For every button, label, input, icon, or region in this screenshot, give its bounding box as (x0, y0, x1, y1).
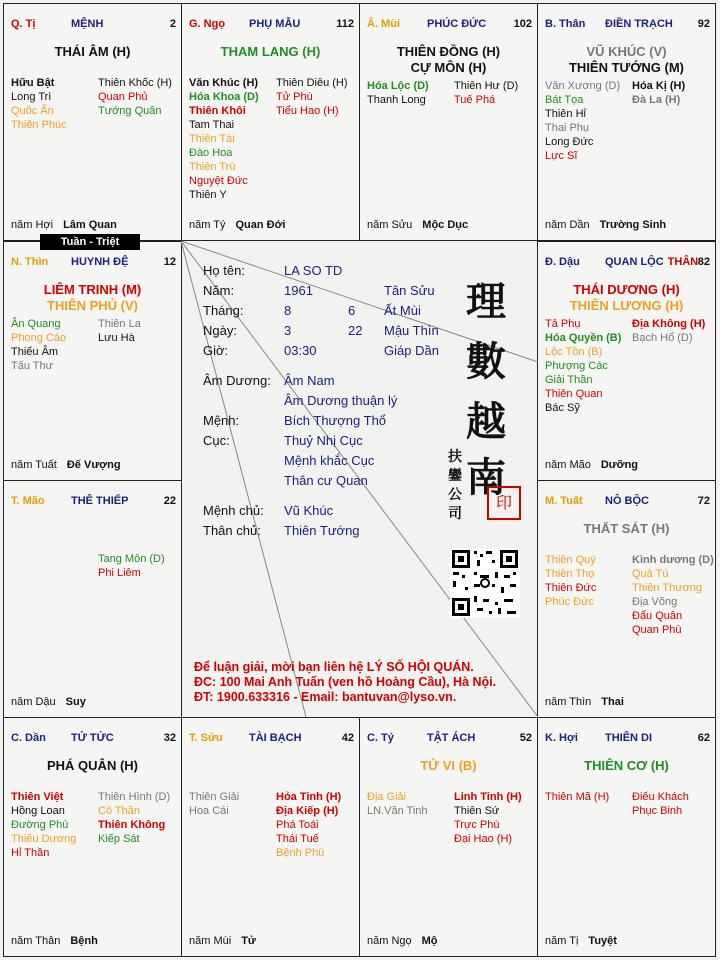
palace-header (367, 18, 532, 30)
minor-stars-left (11, 317, 66, 373)
palace-footer (545, 459, 638, 471)
minor-star: Tướng Quân (98, 105, 162, 117)
palace-year: năm Mão (545, 459, 591, 471)
minor-star: Phúc Đức (545, 596, 594, 608)
minor-star: Phi Liêm (98, 567, 141, 579)
minor-star: Thai Phụ (545, 122, 590, 134)
palace-name: PHÚC ĐỨC (427, 18, 487, 30)
palace-age: 12 (163, 256, 176, 268)
menh-chu-label: Mệnh chủ: (203, 503, 264, 518)
hour-label: Giờ: (203, 343, 229, 358)
minor-star: Hóa Kị (H) (632, 80, 686, 92)
cuc-value3: Thân cư Quan (284, 473, 368, 488)
palace-name: THIÊN DI (605, 732, 653, 744)
palace-age: 102 (513, 18, 532, 30)
minor-star: Hoa Cái (189, 805, 229, 817)
main-star: THIÊN LƯƠNG (H) (569, 298, 684, 313)
palace-footer (11, 219, 117, 231)
month-solar: 8 (284, 303, 292, 318)
palace-stage: Tử (241, 935, 256, 947)
palace-header (367, 732, 532, 744)
minor-stars-right (632, 317, 705, 345)
cuc-value: Thuỷ Nhị Cục (284, 433, 363, 448)
name-label: Họ tên: (203, 263, 245, 278)
palace-age: 82 (697, 256, 710, 268)
palace-footer (545, 935, 617, 947)
minor-stars-right (632, 553, 714, 637)
minor-star: Văn Khúc (H) (189, 77, 259, 89)
minor-star: Bạch Hổ (D) (632, 332, 693, 344)
palace-thin[interactable] (3, 241, 182, 481)
minor-star: Địa Kiếp (H) (276, 805, 339, 817)
minor-stars-left (545, 317, 621, 415)
minor-star: Giải Thần (545, 374, 593, 386)
contact-line-2: ĐC: 100 Mai Anh Tuấn (ven hồ Hoàng Cầu), Hà Nội. (194, 675, 497, 689)
main-star: VŨ KHÚC (V) (586, 44, 667, 59)
amduong-label: Âm Dương: (203, 373, 271, 388)
palace-than[interactable] (537, 3, 716, 241)
palace-age: 112 (336, 18, 354, 30)
cuc-value2: Mệnh khắc Cục (284, 453, 375, 468)
minor-star: Thiên Mã (H) (545, 791, 610, 803)
minor-star: Thiên Trù (189, 161, 236, 173)
main-star: THIÊN PHỦ (V) (47, 298, 138, 313)
palace-header (189, 732, 354, 744)
minor-star: Thiên Không (98, 819, 166, 831)
minor-star: Địa Võng (632, 596, 678, 608)
minor-stars-right (276, 76, 348, 118)
tuan-triet-label: Tuần - Triệt (40, 234, 140, 250)
palace-suu[interactable] (181, 717, 360, 957)
calligraphy-char-2: 數 (466, 338, 506, 385)
minor-star: Thiên Khốc (H) (98, 77, 172, 89)
palace-age: 62 (697, 732, 710, 744)
palace-year: năm Sửu (367, 219, 413, 231)
palace-header (545, 495, 710, 507)
palace-mui[interactable] (359, 3, 538, 241)
palace-age: 72 (697, 495, 710, 507)
cuc-label: Cục: (203, 433, 230, 448)
day-solar: 3 (284, 323, 292, 338)
minor-star: Thiên Quan (545, 388, 603, 400)
palace-canchi: M. Tuất (545, 495, 583, 507)
minor-star: Bác Sỹ (545, 402, 580, 414)
minor-star: Kình dương (D) (632, 554, 714, 566)
year-label: Năm: (203, 283, 235, 298)
minor-stars-right (98, 790, 170, 846)
palace-stage: Mộ (421, 935, 438, 947)
minor-star: Phượng Các (545, 360, 608, 372)
palace-footer (545, 219, 666, 231)
minor-star: Hỉ Thần (11, 847, 50, 859)
palace-name: PHỤ MẪU (249, 18, 301, 30)
than-chu-label: Thân chủ: (203, 523, 261, 538)
main-star: THIÊN TƯỚNG (M) (568, 60, 685, 75)
main-star: LIÊM TRINH (M) (43, 282, 142, 297)
than-marker: THÂN (667, 256, 699, 268)
palace-header (189, 18, 354, 30)
minor-star: Thiên Khôi (189, 105, 246, 117)
palace-name: QUAN LỘC THÂN (605, 256, 699, 268)
palace-canchi: B. Thân (545, 18, 586, 30)
palace-name: HUYNH ĐỆ (71, 256, 129, 268)
year-canchi: Tân Sửu (384, 283, 435, 298)
minor-star: Thiên Hỉ (545, 108, 586, 120)
hour-value: 03:30 (284, 343, 317, 358)
palace-stage: Đế Vượng (66, 459, 121, 471)
minor-stars-right (454, 790, 522, 846)
palace-name: MỆNH (71, 18, 104, 30)
palace-year: năm Hợi (11, 219, 54, 231)
minor-star: Quan Phù (632, 624, 682, 636)
minor-star: Thiên Hình (D) (98, 791, 171, 803)
minor-star: Tam Thai (189, 119, 235, 131)
minor-star: Lực Sĩ (545, 150, 578, 162)
minor-star: Tang Môn (D) (98, 553, 165, 565)
red-seal: 印 (487, 486, 521, 520)
palace-stage: Suy (65, 696, 86, 708)
palace-stage: Thai (601, 696, 624, 708)
palace-canchi: Â. Mùi (367, 18, 400, 30)
palace-age: 52 (519, 732, 532, 744)
amduong-value: Âm Nam (284, 373, 335, 388)
palace-year: năm Ngọ (367, 935, 412, 947)
palace-ti[interactable] (3, 3, 182, 241)
calligraphy-char-1: 理 (466, 278, 506, 325)
palace-year: năm Tuất (11, 459, 57, 471)
main-star: THẤT SÁT (H) (583, 521, 670, 536)
minor-star: Phong Cáo (11, 332, 67, 344)
palace-year: năm Tị (545, 935, 579, 947)
palace-mao[interactable] (3, 480, 182, 718)
palace-age: 2 (169, 18, 176, 30)
minor-star: Thiên Tài (189, 133, 235, 145)
minor-star: Thiên Thương (632, 582, 703, 594)
palace-year: năm Dậu (11, 696, 56, 708)
name-value: LA SO TD (284, 263, 343, 278)
minor-stars-left (11, 76, 67, 132)
minor-stars-right (98, 317, 141, 345)
main-star: THIÊN CƠ (H) (584, 758, 669, 773)
minor-stars-right (98, 76, 172, 118)
main-star: THAM LANG (H) (220, 44, 321, 59)
palace-year: năm Dần (545, 219, 590, 231)
palace-name: TỬ TỨC (71, 732, 114, 744)
calligraphy-char-3: 越 (466, 398, 506, 445)
palace-footer (11, 696, 86, 708)
minor-star: Lộc Tồn (B) (545, 346, 603, 358)
minor-star: Đẩu Quân (632, 610, 683, 622)
palace-tuat[interactable] (537, 480, 716, 718)
minor-stars-right (276, 790, 341, 860)
menh-chu-value: Vũ Khúc (284, 503, 334, 518)
amduong-value2: Âm Dương thuận lý (284, 393, 398, 408)
minor-stars-right (632, 790, 689, 818)
palace-footer (367, 935, 438, 947)
palace-age: 42 (341, 732, 354, 744)
palace-canchi: Q. Tị (11, 18, 36, 30)
day-canchi: Mậu Thìn (384, 323, 439, 338)
minor-star: Hỏa Tinh (H) (276, 791, 342, 803)
minor-star: Phá Toái (276, 819, 319, 831)
minor-stars-right (98, 552, 165, 580)
palace-header (11, 18, 176, 30)
palace-name: TÀI BẠCH (249, 732, 302, 744)
minor-star: Lưu Hà (98, 332, 135, 344)
palace-age: 22 (163, 495, 176, 507)
year-value: 1961 (284, 283, 313, 298)
minor-star: Đường Phù (11, 819, 69, 831)
minor-star: Tiểu Hao (H) (276, 105, 339, 117)
palace-header (545, 18, 710, 30)
palace-stage: Lâm Quan (63, 219, 117, 231)
minor-star: Hóa Quyền (B) (545, 332, 622, 344)
minor-star: Linh Tinh (H) (454, 791, 522, 803)
palace-canchi: N. Thìn (11, 256, 49, 268)
palace-name: ĐIỀN TRẠCH (605, 18, 673, 30)
palace-stage: Quan Đới (235, 219, 286, 231)
palace-header (11, 732, 176, 744)
minor-star: Địa Không (H) (632, 318, 706, 330)
palace-canchi: C. Dần (11, 732, 46, 744)
palace-stage: Mộc Dục (422, 219, 469, 231)
minor-star: Quan Phủ (98, 91, 148, 103)
minor-star: Thiên Giải (189, 791, 240, 803)
month-lunar: 6 (348, 303, 356, 318)
palace-canchi: Đ. Dậu (545, 256, 580, 268)
minor-stars-left (367, 790, 428, 818)
palace-canchi: T. Sửu (189, 732, 223, 744)
palace-name: NÔ BỘC (605, 495, 649, 507)
palace-ngo[interactable] (181, 3, 360, 241)
minor-star: Thiếu Âm (11, 346, 59, 358)
main-star: THÁI ÂM (H) (54, 44, 131, 59)
palace-canchi: K. Hợi (545, 732, 578, 744)
palace-year: năm Tý (189, 219, 226, 231)
minor-star: Đào Hoa (189, 147, 233, 159)
menh-label: Mệnh: (203, 413, 240, 428)
palace-stage: Dưỡng (600, 459, 639, 471)
palace-year: năm Thìn (545, 696, 592, 708)
month-label: Tháng: (203, 303, 244, 318)
main-star: THIÊN ĐỒNG (H) (396, 44, 501, 59)
palace-canchi: C. Tý (367, 732, 394, 744)
minor-star: Trực Phù (454, 819, 500, 831)
than-chu-value: Thiên Tướng (284, 523, 360, 538)
contact-line-1: Để luận giải, mời bạn liên hệ LÝ SỐ HỘI QUÁN. (194, 660, 474, 674)
day-lunar: 22 (348, 323, 363, 338)
minor-star: Thiên Phúc (11, 119, 67, 131)
minor-star: Địa Giải (367, 791, 407, 803)
hour-canchi: Giáp Dần (384, 343, 439, 358)
palace-dan[interactable] (3, 717, 182, 957)
minor-stars-left (367, 79, 429, 107)
palace-dau[interactable] (537, 241, 716, 481)
minor-star: Ân Quang (11, 318, 61, 330)
minor-star: Thiên Hư (D) (454, 80, 519, 92)
minor-stars-left (189, 790, 239, 818)
contact-line-3: ĐT: 1900.633316 - Email: bantuvan@lyso.vn. (194, 690, 457, 704)
minor-star: Hóa Khoa (D) (189, 91, 259, 103)
minor-star: Tử Phù (276, 91, 313, 103)
calligraphy-char-4: 南 (466, 454, 506, 501)
minor-star: Thiên Đức (545, 582, 597, 594)
palace-header (11, 495, 176, 507)
minor-star: Thiếu Dương (11, 833, 77, 845)
palace-canchi: T. Mão (11, 495, 45, 507)
minor-stars-left (545, 79, 620, 163)
minor-star: Điếu Khách (632, 791, 689, 803)
palace-age: 92 (697, 18, 710, 30)
main-star: PHÁ QUÂN (H) (47, 758, 138, 773)
minor-stars-right (454, 79, 518, 107)
minor-star: Long Đức (545, 136, 594, 148)
minor-star: Thiên Y (189, 189, 227, 201)
palace-header (545, 256, 710, 268)
palace-stage: Tuyệt (588, 935, 617, 947)
minor-stars-left (189, 76, 259, 202)
main-star: THÁI DƯƠNG (H) (573, 282, 680, 297)
minor-star: Thái Tuế (276, 833, 319, 845)
menh-value: Bích Thượng Thổ (284, 413, 387, 428)
minor-star: Long Trì (11, 91, 52, 103)
minor-star: Thiên Diêu (H) (276, 77, 348, 89)
minor-star: Thiên Việt (11, 791, 64, 803)
minor-star: Nguyệt Đức (189, 175, 248, 187)
minor-star: LN.Văn Tinh (367, 805, 428, 817)
minor-star: Đại Hao (H) (454, 833, 513, 845)
minor-stars-left (11, 790, 76, 860)
palace-footer (545, 696, 624, 708)
minor-star: Thiên La (98, 318, 141, 330)
minor-star: Quốc Ấn (11, 105, 54, 117)
minor-star: Tuế Phá (454, 94, 496, 106)
main-star: CỰ MÔN (H) (410, 60, 487, 75)
minor-stars-left (545, 790, 609, 804)
calligraphy-small: 扶鑾公司 (448, 449, 462, 522)
palace-header (545, 732, 710, 744)
minor-star: Thanh Long (367, 94, 426, 106)
minor-star: Văn Xương (D) (545, 80, 621, 92)
palace-ty[interactable] (359, 717, 538, 957)
minor-star: Kiếp Sát (98, 833, 140, 845)
palace-header (11, 256, 176, 268)
minor-star: Bát Tọa (545, 94, 584, 106)
palace-footer (11, 459, 121, 471)
minor-star: Hóa Lộc (D) (367, 80, 429, 92)
palace-year: năm Mùi (189, 935, 232, 947)
palace-stage: Trường Sinh (599, 219, 667, 231)
minor-star: Thiên Quý (545, 554, 596, 566)
palace-footer (189, 219, 285, 231)
minor-star: Hữu Bật (11, 77, 55, 89)
minor-stars-left (545, 553, 596, 609)
minor-star: Hồng Loan (11, 805, 65, 817)
qr-code[interactable] (450, 548, 520, 618)
palace-hoi[interactable] (537, 717, 716, 957)
minor-star: Thiên Sứ (454, 805, 500, 817)
palace-name: THÊ THIẾP (71, 495, 129, 507)
minor-star: Đà La (H) (632, 94, 681, 106)
main-star: TỬ VI (B) (420, 758, 477, 773)
minor-star: Tả Phụ (545, 318, 581, 330)
minor-stars-right (632, 79, 685, 107)
minor-star: Thiên Thọ (545, 568, 595, 580)
minor-star: Cô Thần (98, 805, 140, 817)
palace-footer (367, 219, 468, 231)
minor-star: Tấu Thư (11, 360, 54, 372)
day-label: Ngày: (203, 323, 237, 338)
palace-name: TẬT ÁCH (427, 732, 476, 744)
palace-footer (189, 935, 256, 947)
month-canchi: Ất Mùi (384, 303, 421, 318)
palace-stage: Bệnh (70, 935, 98, 947)
palace-canchi: G. Ngọ (189, 18, 226, 30)
palace-footer (11, 935, 98, 947)
palace-age: 32 (163, 732, 176, 744)
minor-star: Bệnh Phù (276, 847, 325, 859)
minor-star: Phục Binh (632, 805, 683, 817)
minor-star: Quả Tú (632, 568, 669, 580)
palace-year: năm Thân (11, 935, 61, 947)
